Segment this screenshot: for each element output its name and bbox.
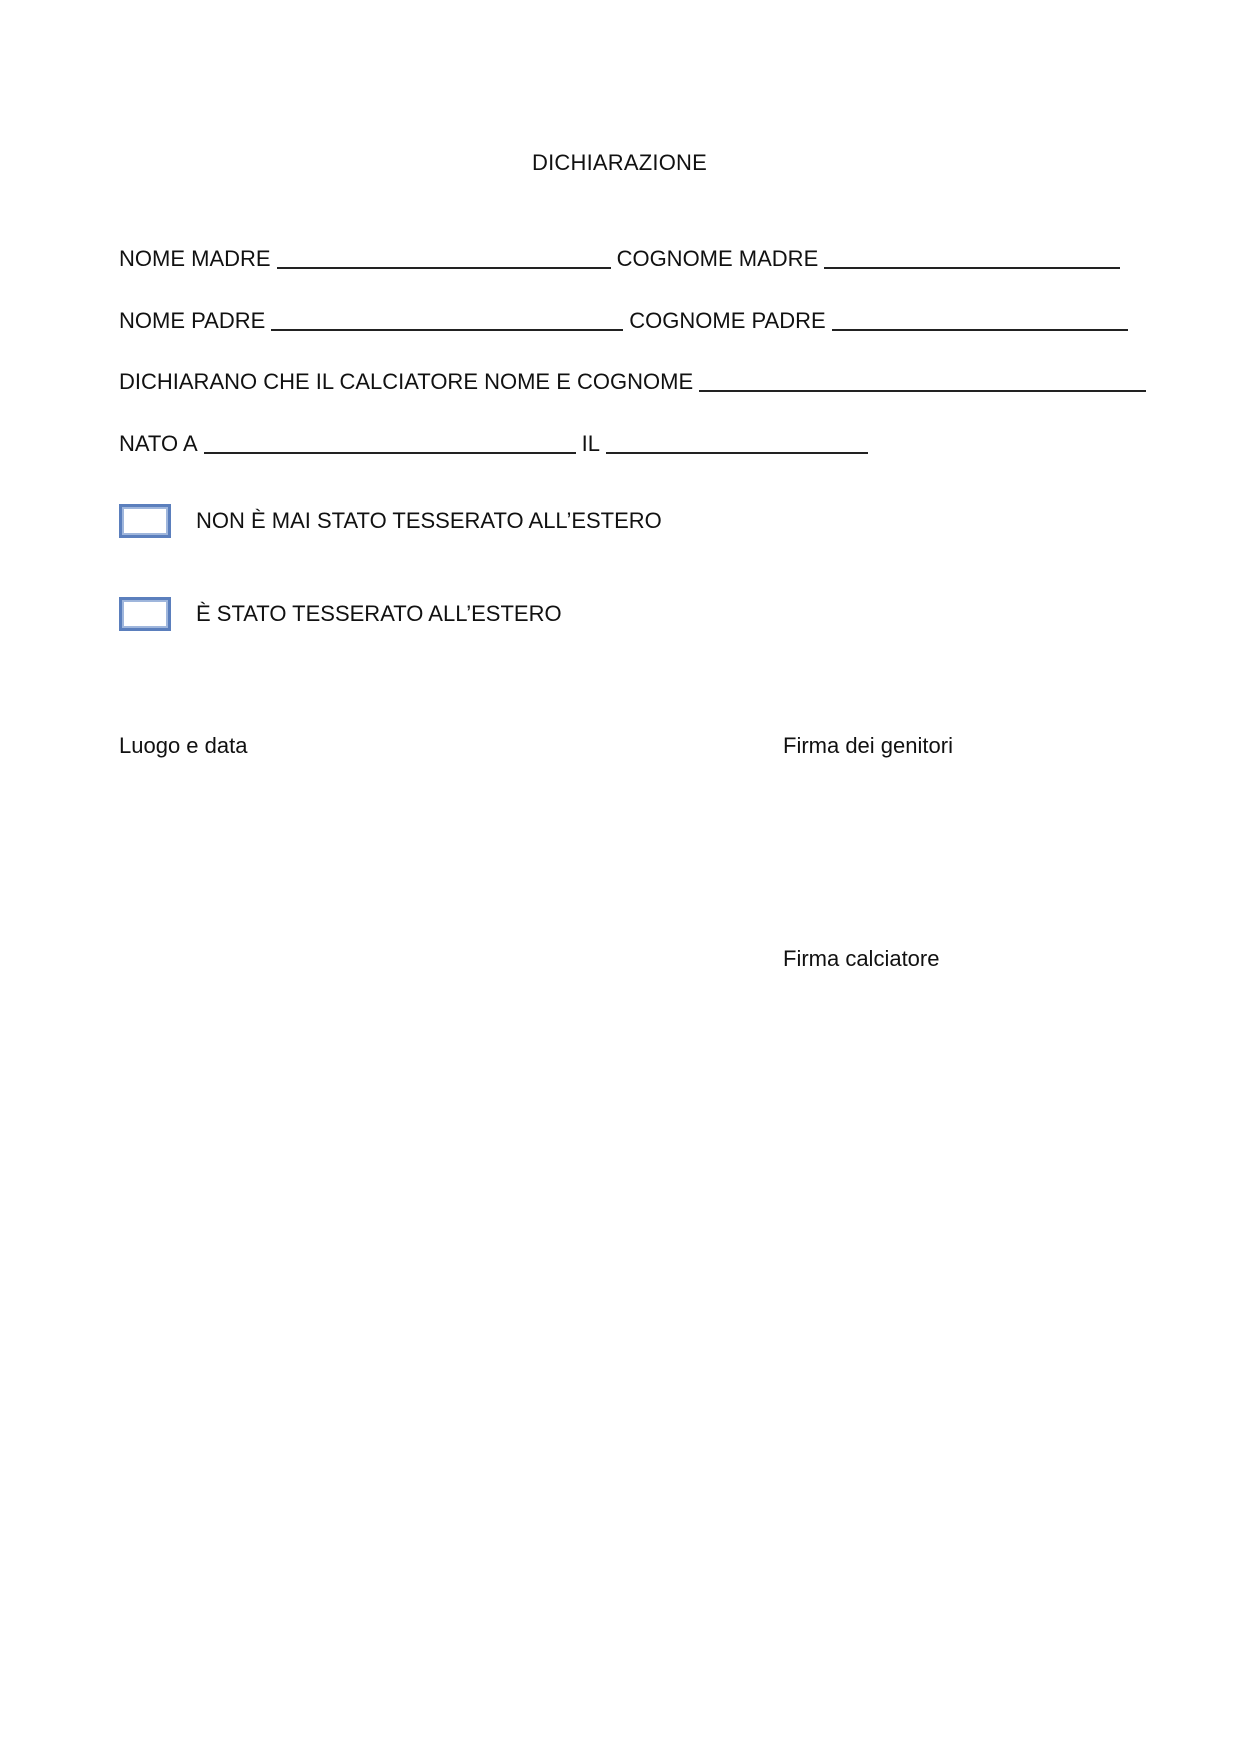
- registered-abroad-checkbox[interactable]: [119, 597, 171, 631]
- place-date-label: Luogo e data: [119, 733, 248, 758]
- option-registered-abroad: [119, 597, 562, 631]
- mother-row: [119, 244, 1126, 272]
- birth-row: [119, 429, 874, 457]
- option-never-registered-abroad: [119, 504, 662, 538]
- birthplace-field[interactable]: [204, 432, 576, 454]
- never-registered-abroad-checkbox[interactable]: [119, 504, 171, 538]
- registered-abroad-label: È STATO TESSERATO ALL’ESTERO: [196, 601, 562, 626]
- father-first-name-field[interactable]: [271, 309, 623, 331]
- player-row: [119, 367, 1152, 395]
- father-last-name-field[interactable]: [832, 309, 1128, 331]
- mother-last-name-label: COGNOME MADRE: [616, 246, 819, 271]
- mother-last-name-field[interactable]: [824, 247, 1120, 269]
- never-registered-abroad-label: NON È MAI STATO TESSERATO ALL’ESTERO: [196, 508, 662, 533]
- birth-date-label: IL: [581, 431, 601, 456]
- player-signature-label: Firma calciatore: [783, 946, 940, 971]
- mother-first-name-field[interactable]: [277, 247, 611, 269]
- document-title: DICHIARAZIONE: [532, 150, 707, 175]
- parents-signature-label: Firma dei genitori: [783, 733, 953, 758]
- birth-date-field[interactable]: [606, 432, 868, 454]
- player-statement-label: DICHIARANO CHE IL CALCIATORE NOME E COGNOME: [119, 369, 694, 394]
- father-row: [119, 306, 1134, 334]
- father-first-name-label: NOME PADRE: [119, 308, 266, 333]
- player-name-field[interactable]: [699, 370, 1146, 392]
- mother-first-name-label: NOME MADRE: [119, 246, 271, 271]
- born-in-label: NATO A: [119, 431, 198, 456]
- father-last-name-label: COGNOME PADRE: [629, 308, 826, 333]
